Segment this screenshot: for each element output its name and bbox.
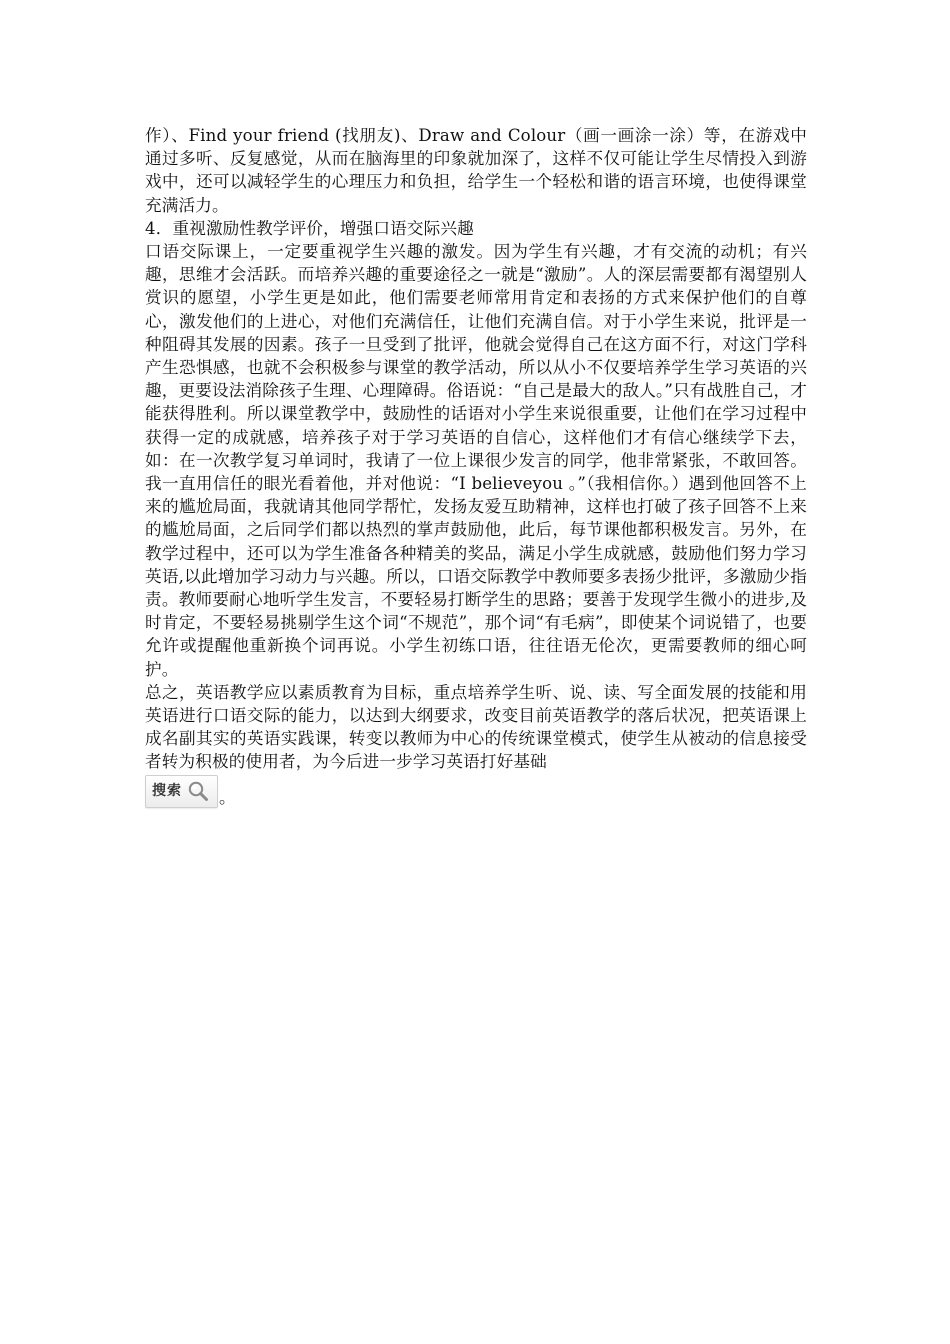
search-button[interactable] — [145, 775, 218, 808]
search-inline — [145, 775, 236, 808]
paragraph-conclusion: 总之，英语教学应以素质教育为目标，重点培养学生听、说、读、写全面发展的技能和用英语进行口语交际的能力，以达到大纲要求，改变目前英语教学的落后状况，把英语课上成名副其实的英语实践课，转变以教师为中心的传统课堂模式，使学生从被动的信息接受者转为积极的使用者，为今后进一步学习英语打好基础 — [145, 682, 807, 772]
paragraph-games: 作）、Find your friend (找朋友)、Draw and Colour（画一画涂一涂）等，在游戏中通过多听、反复感觉，从而在脑海里的印象就加深了，这样不仅可能让学生尽情投入到游戏中，还可以减轻学生的心理压力和负担，给学生一个轻松和谐的语言环境，也使得课堂充满活力。 — [145, 126, 807, 215]
section-heading-4: 4．重视激励性教学评价，增强口语交际兴趣 — [145, 218, 474, 238]
search-button-label: 搜索 — [152, 782, 182, 799]
magnifier-icon — [186, 779, 210, 803]
paragraph-encouragement: 口语交际课上，一定要重视学生兴趣的激发。因为学生有兴趣，才有交流的动机；有兴趣，思维才会活跃。而培养兴趣的重要途径之一就是“激励”。人的深层需要都有渴望别人赏识的愿望，小学生更是如此，他们需要老师常用肯定和表扬的方式来保护他们的自尊心，激发他们的上进心，对他们充满信任，让他们充满自信。对于小学生来说，批评是一种阻碍其发展的因素。孩子一旦受到了批评，他就会觉得自己在这方面不行，对这门学科产生恐惧感，也就不会积极参与课堂的教学活动，所以从小不仅要培养学生学习英语的兴趣，更要设法消除孩子生理、心理障碍。俗语说：“自己是最大的敌人。”只有战胜自己，才能获得胜利。所以课堂教学中，鼓励性的话语对小学生来说很重要，让他们在学习过程中获得一定的成就感，培养孩子对于学习英语的自信心，这样他们才有信心继续学下去，如：在一次教学复习单词时，我请了一位上课很少发言的同学，他非常紧张，不敢回答。我一直用信任的眼光看着他，并对他说：“I believeyou 。”（我相信你。）遇到他回答不上来的尴尬局面，我就请其他同学帮忙，发扬友爱互助精神，这样也打破了孩子回答不上来的尴尬局面，之后同学们都以热烈的掌声鼓励他，此后，每节课他都积极发言。另外，在教学过程中，还可以为学生准备各种精美的奖品，满足小学生成就感，鼓励他们努力学习英语,以此增加学习动力与兴趣。所以，口语交际教学中教师要多表扬少批评，多激励少指责。教师要耐心地听学生发言，不要轻易打断学生的思路；要善于发现学生微小的进步,及时肯定，不要轻易挑剔学生这个词“不规范”，那个词“有毛病”，即使某个词说错了，也要允许或提醒他重新换个词再说。小学生初练口语，往往语无伦次，更需要教师的细心呵护。 — [145, 242, 807, 679]
article-body — [145, 124, 807, 808]
trailing-period: 。 — [219, 787, 236, 807]
